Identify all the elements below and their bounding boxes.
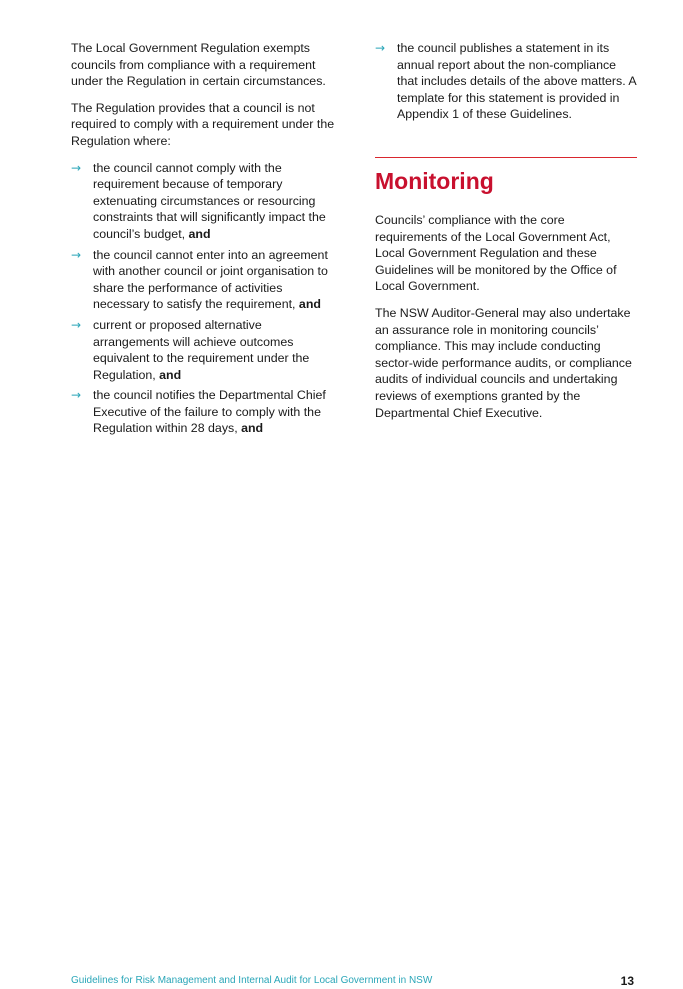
paragraph-auditor-general: The NSW Auditor-General may also undertake an assurance role in monitoring councils’ compliance. This may include conducting sector-wide performance audits, or compliance audits of individual councils and undertaking reviews of exemptions granted by the Departmental Chief Executive. [375,305,632,420]
list-item-conjunction: and [241,421,264,436]
paragraph-regulation: The Regulation provides that a council is not required to comply with a requirement under the Regulation where: [71,100,335,148]
arrow-right-icon: → [71,247,82,262]
list-item-text: the council cannot enter into an agreement with another council or joint organisation to share the performance of activities necessary to satisfy the requirement, [93,247,328,312]
section-divider [375,157,637,158]
list-item [71,247,336,313]
left-column [71,40,336,443]
paragraph-compliance: Councils’ compliance with the core requirements of the Local Government Act, Local Government Regulation and these Guidelines will be monitored by the Office of Local Government. [375,212,617,294]
arrow-right-icon: → [71,160,82,175]
list-item [375,40,637,123]
arrow-right-icon: → [375,41,386,55]
list-item-text: current or proposed alternative arrangements will achieve outcomes equivalent to the requirement under the Regulation, [93,317,310,382]
page-number: 13 [620,974,634,988]
section-heading-monitoring: Monitoring [375,167,494,194]
list-item-conjunction: and [159,367,182,382]
list-item-text: the council notifies the Departmental Chief Executive of the failure to comply with the Regulation within 28 days, [93,388,326,436]
list-item [71,317,336,383]
continued-conditions-list [375,40,637,123]
list-item-conjunction: and [188,226,211,241]
arrow-right-icon: → [71,317,82,332]
list-item [71,387,336,437]
footer-title: Guidelines for Risk Management and Internal Audit for Local Government in NSW [71,975,433,986]
list-item-text: the council publishes a statement in its annual report about the non-compliance that includes details of the above matters. A template for this statement is provided in Appendix 1 of these Guidelines. [397,41,637,122]
arrow-right-icon: → [71,388,82,403]
list-item-text: the council cannot comply with the requirement because of temporary extenuating circumstances or resourcing constraints that will significantly impact the council’s budget, [93,160,326,241]
right-column [375,40,637,431]
page-footer [71,973,634,989]
paragraph-exemptions: The Local Government Regulation exempts councils from compliance with a requirement under the Regulation in certain circumstances. [71,41,326,89]
conditions-list [71,160,336,438]
list-item-conjunction: and [298,297,321,312]
list-item [71,160,336,243]
